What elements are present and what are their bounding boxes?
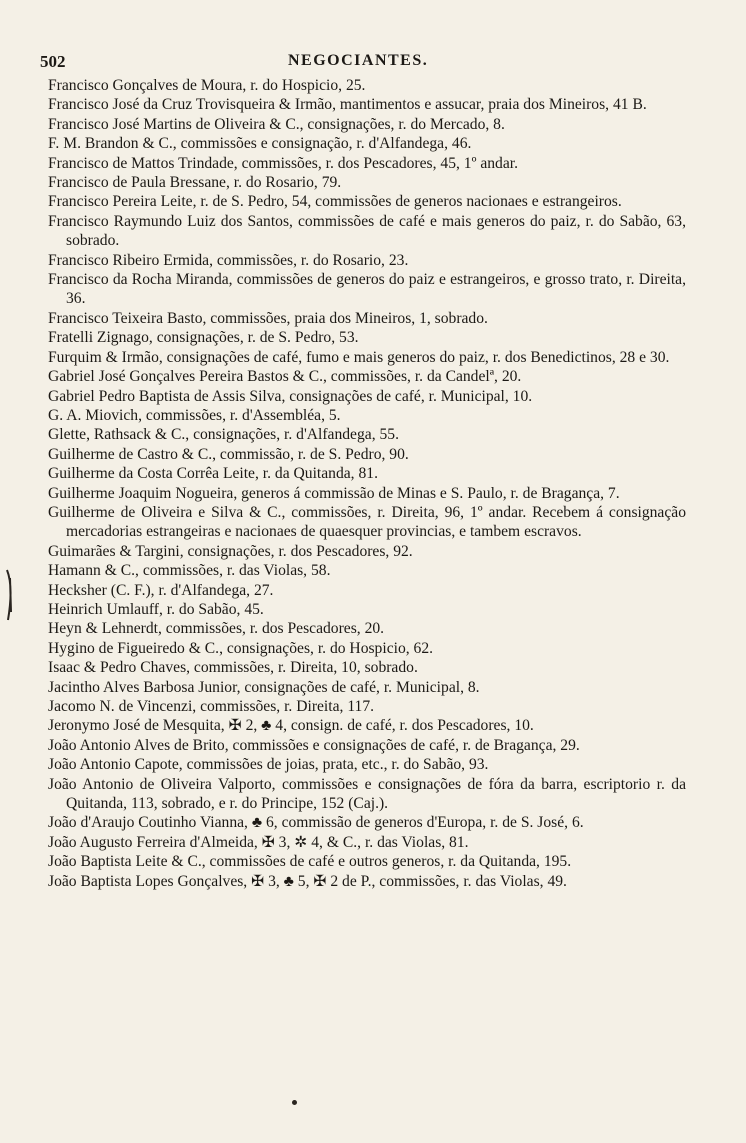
entry-text: F. M. Brandon & C., commissões e consignação, r. d'Alfandega, 46. <box>48 135 472 153</box>
entry-text: Heinrich Umlauff, r. do Sabão, 45. <box>48 600 264 618</box>
entry-text: Hamann & C., commissões, r. das Violas, 58. <box>48 562 331 580</box>
entry-text: Francisco de Paula Bressane, r. do Rosario, 79. <box>48 174 342 192</box>
directory-entry <box>48 561 686 580</box>
entry-text: Guilherme de Castro & C., commissão, r. de S. Pedro, 90. <box>48 445 409 463</box>
directory-entry <box>48 387 686 406</box>
directory-entry <box>48 658 686 677</box>
directory-entry <box>48 619 686 638</box>
page-header <box>40 52 680 74</box>
directory-entry <box>48 697 686 716</box>
ink-speck <box>292 1100 297 1105</box>
entry-text: G. A. Miovich, commissões, r. d'Assembléa, 5. <box>48 406 341 424</box>
directory-entry <box>48 115 686 134</box>
entry-text: João Antonio de Oliveira Valporto, commissões e consignações de fóra da barra, escriptorio r. da Quitanda, 113, sobrado, e r. do Principe, 152 (Caj.). <box>48 775 686 813</box>
merchant-directory-list <box>48 76 686 891</box>
directory-entry <box>48 76 686 95</box>
entry-text: João Augusto Ferreira d'Almeida, ✠ 3, ✲ 4, & C., r. das Violas, 81. <box>48 833 469 851</box>
directory-entry <box>48 716 686 735</box>
directory-entry <box>48 425 686 444</box>
directory-entry <box>48 813 686 832</box>
entry-text: Isaac & Pedro Chaves, commissões, r. Direita, 10, sobrado. <box>48 659 418 677</box>
entry-text: Gabriel Pedro Baptista de Assis Silva, consignações de café, r. Municipal, 10. <box>48 387 533 405</box>
directory-entry <box>48 309 686 328</box>
entry-text: Francisco Ribeiro Ermida, commissões, r. do Rosario, 23. <box>48 251 409 269</box>
directory-entry <box>48 212 686 251</box>
entry-text: Glette, Rathsack & C., consignações, r. d'Alfandega, 55. <box>48 426 399 444</box>
entry-text: Francisco Teixeira Basto, commissões, praia dos Mineiros, 1, sobrado. <box>48 309 488 327</box>
entry-text: Furquim & Irmão, consignações de café, fumo e mais generos do paiz, r. dos Benedictinos, 28 e 30. <box>48 348 670 366</box>
directory-entry <box>48 95 686 114</box>
directory-entry <box>48 251 686 270</box>
directory-entry <box>48 154 686 173</box>
entry-text: Guilherme Joaquim Nogueira, generos á commissão de Minas e S. Paulo, r. de Bragança, 7. <box>48 484 620 502</box>
entry-text: João Baptista Lopes Gonçalves, ✠ 3, ♣ 5, ✠ 2 de P., commissões, r. das Violas, 49. <box>48 872 567 890</box>
running-title: NEGOCIANTES. <box>288 52 429 69</box>
directory-entry <box>48 464 686 483</box>
page-number: 502 <box>40 52 66 71</box>
directory-entry <box>48 542 686 561</box>
directory-entry <box>48 852 686 871</box>
entry-text: Heyn & Lehnerdt, commissões, r. dos Pescadores, 20. <box>48 620 385 638</box>
directory-entry <box>48 872 686 891</box>
directory-entry <box>48 134 686 153</box>
directory-entry <box>48 445 686 464</box>
entry-text: Guilherme da Costa Corrêa Leite, r. da Quitanda, 81. <box>48 465 378 483</box>
directory-entry <box>48 736 686 755</box>
directory-entry <box>48 678 686 697</box>
directory-entry <box>48 639 686 658</box>
entry-text: Guilherme de Oliveira e Silva & C., commissões, r. Direita, 96, 1º andar. Recebem á consignação mercadorias estrangeiras e nacionaes de quaesquer provincias, e tambem escravos. <box>48 503 686 541</box>
entry-text: Francisco José Martins de Oliveira & C., consignações, r. do Mercado, 8. <box>48 115 505 133</box>
entry-text: Francisco Pereira Leite, r. de S. Pedro, 54, commissões de generos nacionaes e estrangeiros. <box>48 193 622 211</box>
entry-text: Hygino de Figueiredo & C., consignações, r. do Hospicio, 62. <box>48 639 434 657</box>
directory-entry <box>48 173 686 192</box>
directory-entry <box>48 484 686 503</box>
entry-text: João Baptista Leite & C., commissões de café e outros generos, r. da Quitanda, 195. <box>48 853 572 871</box>
entry-text: Jacintho Alves Barbosa Junior, consignações de café, r. Municipal, 8. <box>48 678 480 696</box>
directory-entry <box>48 328 686 347</box>
directory-entry <box>48 775 686 814</box>
directory-entry <box>48 503 686 542</box>
entry-text: Francisco José da Cruz Trovisqueira & Irmão, mantimentos e assucar, praia dos Mineiros, 41 B. <box>48 96 647 114</box>
entry-text: João Antonio Capote, commissões de joias, prata, etc., r. do Sabão, 93. <box>48 756 489 774</box>
entry-text: Hecksher (C. F.), r. d'Alfandega, 27. <box>48 581 274 599</box>
entry-text: Francisco de Mattos Trindade, commissões, r. dos Pescadores, 45, 1º andar. <box>48 154 518 172</box>
entry-text: João d'Araujo Coutinho Vianna, ♣ 6, commissão de generos d'Europa, r. de S. José, 6. <box>48 814 584 832</box>
entry-text: Francisco Raymundo Luiz dos Santos, commissões de café e mais generos do paiz, r. do Sabão, 63, sobrado. <box>48 212 686 250</box>
directory-entry <box>48 348 686 367</box>
entry-text: Jeronymo José de Mesquita, ✠ 2, ♣ 4, consign. de café, r. dos Pescadores, 10. <box>48 717 534 735</box>
directory-entry <box>48 192 686 211</box>
directory-entry <box>48 600 686 619</box>
entry-text: Francisco Gonçalves de Moura, r. do Hospicio, 25. <box>48 77 366 94</box>
directory-entry <box>48 270 686 309</box>
entry-text: Fratelli Zignago, consignações, r. de S. Pedro, 53. <box>48 329 359 347</box>
margin-bracket-mark <box>4 568 14 622</box>
entry-text: João Antonio Alves de Brito, commissões e consignações de café, r. de Bragança, 29. <box>48 736 580 754</box>
entry-text: Gabriel José Gonçalves Pereira Bastos & C., commissões, r. da Candelª, 20. <box>48 368 522 386</box>
directory-entry <box>48 367 686 386</box>
directory-entry <box>48 833 686 852</box>
entry-text: Guimarães & Targini, consignações, r. dos Pescadores, 92. <box>48 542 413 560</box>
entry-text: Jacomo N. de Vincenzi, commissões, r. Direita, 117. <box>48 698 375 715</box>
directory-entry <box>48 406 686 425</box>
directory-entry <box>48 581 686 600</box>
directory-entry <box>48 755 686 774</box>
entry-text: Francisco da Rocha Miranda, commissões de generos do paiz e estrangeiros, e grosso trato, r. Direita, 36. <box>48 271 686 308</box>
